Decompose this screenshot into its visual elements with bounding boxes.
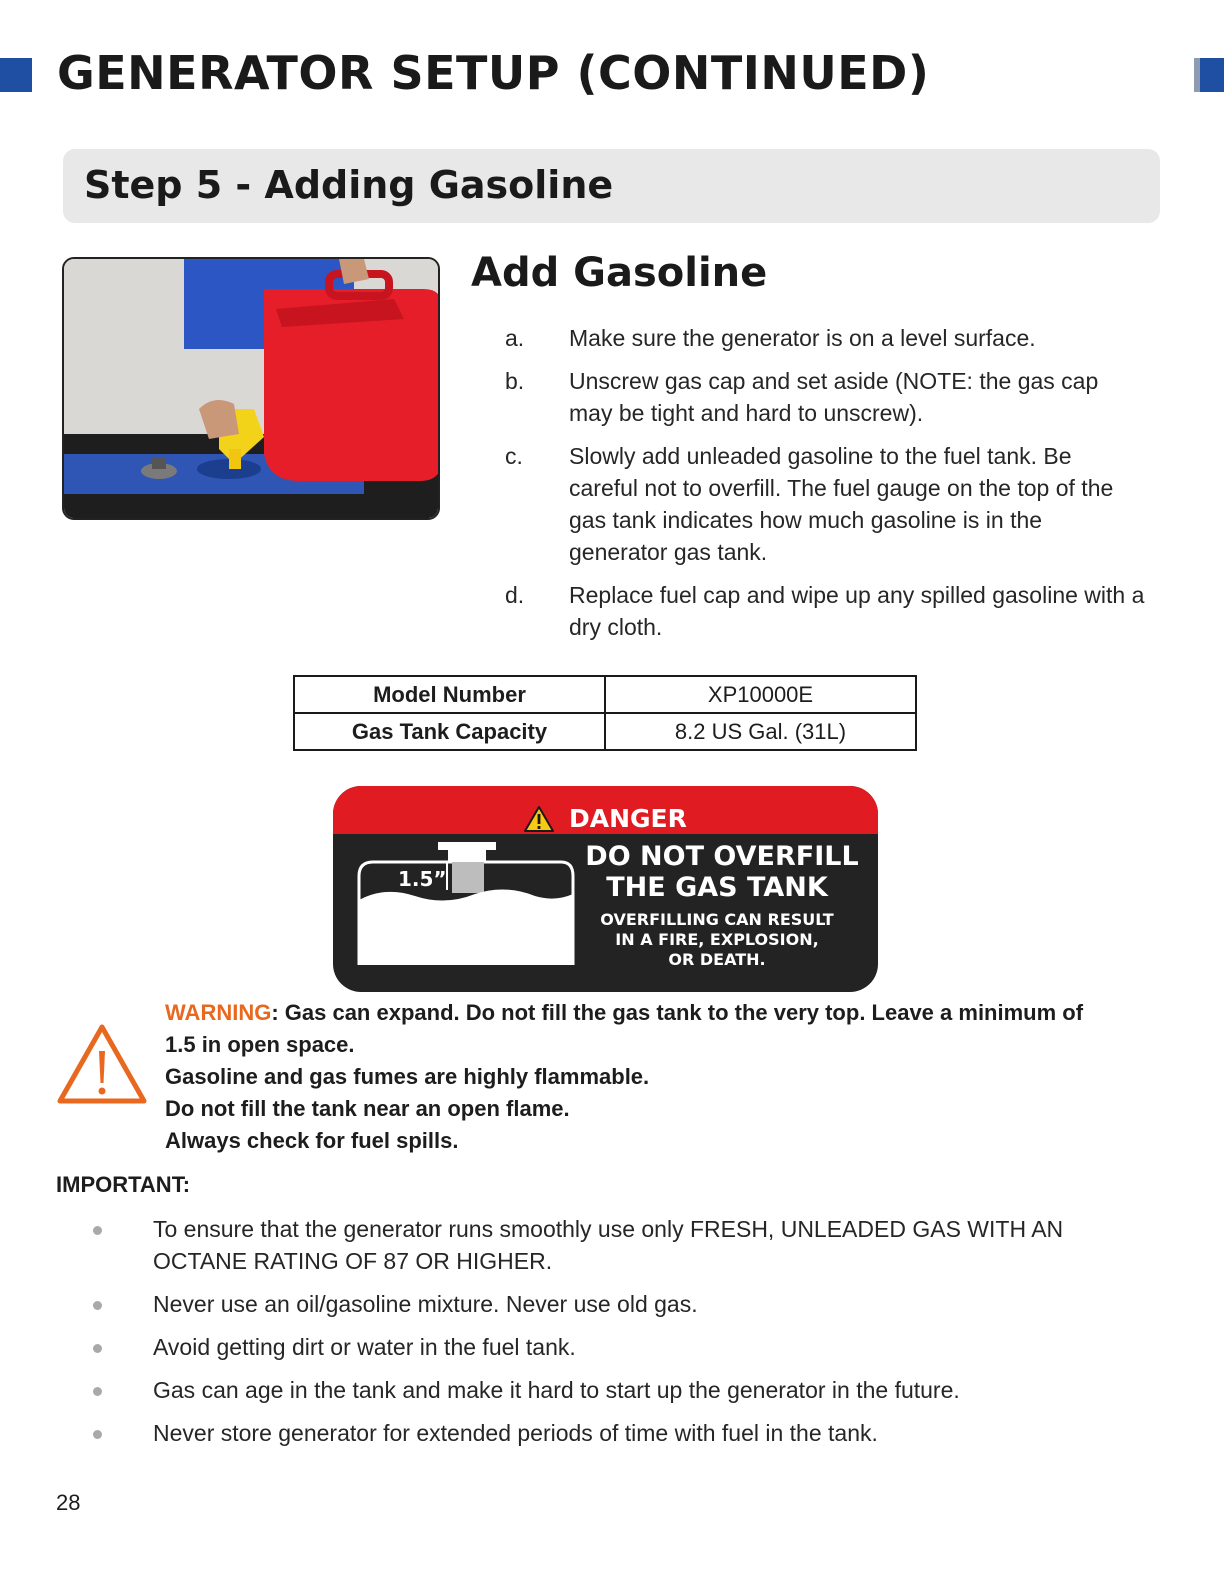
- bullet-icon: [88, 1331, 153, 1363]
- step-text: Make sure the generator is on a level surface.: [569, 325, 1036, 351]
- bullet-icon: [88, 1374, 153, 1406]
- important-list: [88, 1213, 1148, 1460]
- important-label: IMPORTANT:: [56, 1172, 191, 1197]
- step-marker: a.: [505, 325, 525, 351]
- list-item: [88, 1331, 1148, 1363]
- spec-value: XP10000E: [605, 676, 916, 713]
- warning-line: Gasoline and gas fumes are highly flammable.: [165, 1064, 650, 1089]
- table-row: [294, 676, 916, 713]
- page-number: 28: [56, 1490, 81, 1515]
- list-item: [88, 1213, 1148, 1277]
- step-marker: d.: [505, 582, 525, 608]
- danger-label: [333, 786, 878, 992]
- bullet-text: Gas can age in the tank and make it hard to start up the generator in the future.: [153, 1377, 960, 1403]
- warning-line: [165, 997, 1105, 1061]
- bullet-icon: [88, 1213, 153, 1277]
- header-accent-left: [0, 58, 32, 92]
- step-marker: b.: [505, 368, 525, 394]
- spec-table: [293, 675, 917, 751]
- danger-subtext-line: OR DEATH.: [668, 950, 766, 969]
- section-heading: Add Gasoline: [471, 250, 768, 296]
- warning-line: Always check for fuel spills.: [165, 1128, 459, 1153]
- dimension-label: 1.5”: [398, 867, 447, 891]
- spec-label: Model Number: [294, 676, 605, 713]
- danger-headline-1: DO NOT OVERFILL: [585, 841, 859, 872]
- setup-steps-list: [505, 322, 1145, 654]
- list-item: [88, 1417, 1148, 1449]
- warning-line: Do not fill the tank near an open flame.: [165, 1096, 570, 1121]
- list-item: [88, 1288, 1148, 1320]
- list-item: [505, 579, 1145, 643]
- list-item: [505, 365, 1145, 429]
- bullet-text: Never use an oil/gasoline mixture. Never use old gas.: [153, 1291, 698, 1317]
- danger-subtext: [581, 910, 853, 970]
- step-text: Unscrew gas cap and set aside (NOTE: the gas cap may be tight and hard to unscrew).: [569, 368, 1099, 426]
- list-item: [88, 1374, 1148, 1406]
- warning-text: : Gas can expand. Do not fill the gas tank to the very top. Leave a minimum of 1.5 in open space.: [165, 1000, 1084, 1057]
- page-title: GENERATOR SETUP (CONTINUED): [57, 46, 930, 100]
- bullet-text: To ensure that the generator runs smoothly use only FRESH, UNLEADED GAS WITH AN OCTANE RATING OF 87 OR HIGHER.: [153, 1216, 1064, 1274]
- list-item: [505, 322, 1145, 354]
- step-text: Replace fuel cap and wipe up any spilled gasoline with a dry cloth.: [569, 582, 1145, 640]
- header-accent-right: [1194, 58, 1224, 92]
- danger-headline-2: THE GAS TANK: [606, 872, 828, 903]
- step-marker: c.: [505, 443, 523, 469]
- danger-subtext-line: OVERFILLING CAN RESULT: [600, 910, 834, 929]
- table-row: [294, 713, 916, 750]
- bullet-text: Avoid getting dirt or water in the fuel tank.: [153, 1334, 576, 1360]
- step-text: Slowly add unleaded gasoline to the fuel tank. Be careful not to overfill. The fuel gauge on the top of the gas tank indicates how much gasoline is in the generator gas tank.: [569, 443, 1114, 565]
- warning-block: [165, 997, 1105, 1157]
- bullet-text: Never store generator for extended periods of time with fuel in the tank.: [153, 1420, 878, 1446]
- danger-subtext-line: IN A FIRE, EXPLOSION,: [615, 930, 819, 949]
- step-title: Step 5 - Adding Gasoline: [84, 163, 614, 207]
- bullet-icon: [88, 1417, 153, 1449]
- danger-word: DANGER: [569, 804, 687, 833]
- spec-label: Gas Tank Capacity: [294, 713, 605, 750]
- bullet-icon: [88, 1288, 153, 1320]
- spec-value: 8.2 US Gal. (31L): [605, 713, 916, 750]
- warning-label: WARNING: [165, 1000, 272, 1025]
- list-item: [505, 440, 1145, 568]
- warning-triangle-icon: [56, 1023, 148, 1105]
- step-banner: [63, 149, 1160, 223]
- refueling-illustration: [64, 259, 438, 518]
- refueling-photo: [62, 257, 440, 520]
- tank-fill-diagram-icon: [355, 838, 577, 968]
- danger-triangle-icon: [524, 806, 554, 832]
